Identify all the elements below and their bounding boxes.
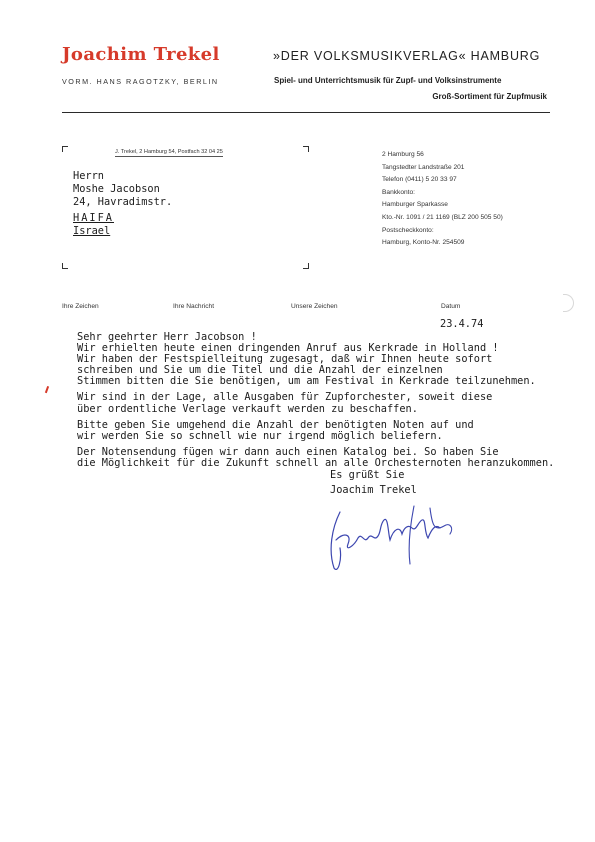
margin-tick (45, 386, 49, 393)
sender-line: Postscheckkonto: (382, 226, 434, 234)
recipient-country: Israel (73, 225, 111, 238)
punch-hole (563, 294, 574, 312)
letter-line: Bitte geben Sie umgehend die Anzahl der benötigten Noten auf und (77, 418, 474, 431)
recipient-city: HAIFA (73, 212, 114, 225)
sender-line: 2 Hamburg 56 (382, 151, 424, 158)
former-owner: VORM. HANS RAGOTZKY, BERLIN (62, 77, 219, 86)
sender-line: Bankkonto: (382, 188, 415, 196)
ref-your-message: Ihre Nachricht (173, 303, 215, 310)
sender-line: Tangstedter Landstraße 201 (382, 163, 465, 171)
letter-closing (330, 468, 417, 497)
closing-name: Joachim Trekel (330, 483, 417, 496)
return-address: J. Trekel, 2 Hamburg 54, Postfach 32 04 25 (115, 149, 223, 155)
closing-greeting: Es grüßt Sie (330, 469, 405, 481)
sender-details (382, 149, 503, 250)
recipient-address (73, 170, 172, 238)
letter-line: Wir sind in der Lage, alle Ausgaben für Zupforchester, soweit diese (77, 391, 493, 404)
letter-line: wir werden Sie so schnell wie nur irgend möglich beliefern. (77, 429, 443, 442)
handwritten-signature (318, 498, 468, 576)
letter-line: über ordentliche Verlage verkauft werden zu beschaffen. (77, 402, 418, 415)
ref-date-label: Datum (441, 303, 461, 310)
address-corner-mark (303, 263, 309, 269)
address-corner-mark (303, 146, 309, 152)
recipient-line: 24, Havradimstr. (73, 195, 173, 208)
letter-line: schreiben und Sie um die Titel und die Anzahl der einzelnen (77, 364, 443, 377)
letterhead-divider (62, 112, 550, 113)
letter-date: 23.4.74 (440, 318, 484, 330)
letter-line: Wir erhielten heute einen dringenden Anruf aus Kerkrade in Holland ! (77, 342, 499, 355)
ref-your-sign: Ihre Zeichen (62, 303, 99, 310)
letter-line: Der Notensendung fügen wir dann auch einen Katalog bei. So haben Sie (77, 445, 499, 458)
sender-line: Kto.-Nr. 1091 / 21 1169 (BLZ 200 505 50) (382, 213, 503, 221)
letter-line: Sehr geehrter Herr Jacobson ! (77, 331, 257, 343)
recipient-line: Moshe Jacobson (73, 182, 160, 195)
publisher-name: »DER VOLKSMUSIKVERLAG« HAMBURG (273, 49, 541, 63)
letter-line: die Möglichkeit für die Zukunft schnell an alle Orchesternoten heranzukommen. (77, 456, 555, 469)
letter-body (77, 332, 563, 469)
sender-line: Hamburg, Konto-Nr. 254509 (382, 239, 465, 247)
specialty-line: Spiel- und Unterrichtsmusik für Zupf- und Volksinstrumente (274, 76, 502, 85)
recipient-line: Herrn (73, 170, 104, 182)
address-corner-mark (62, 146, 68, 152)
letter-line: Wir haben der Festspielleitung zugesagt, daß wir Ihnen heute sofort (77, 353, 493, 366)
brand-name: Joachim Trekel (62, 44, 220, 65)
wholesale-line: Groß-Sortiment für Zupfmusik (432, 92, 547, 101)
sender-line: Hamburger Sparkasse (382, 201, 448, 209)
address-corner-mark (62, 263, 68, 269)
sender-line: Telefon (0411) 5 20 33 97 (382, 176, 457, 184)
ref-our-sign: Unsere Zeichen (291, 303, 338, 310)
letter-line: Stimmen bitten die Sie benötigen, um am Festival in Kerkrade teilzunehmen. (77, 375, 536, 388)
